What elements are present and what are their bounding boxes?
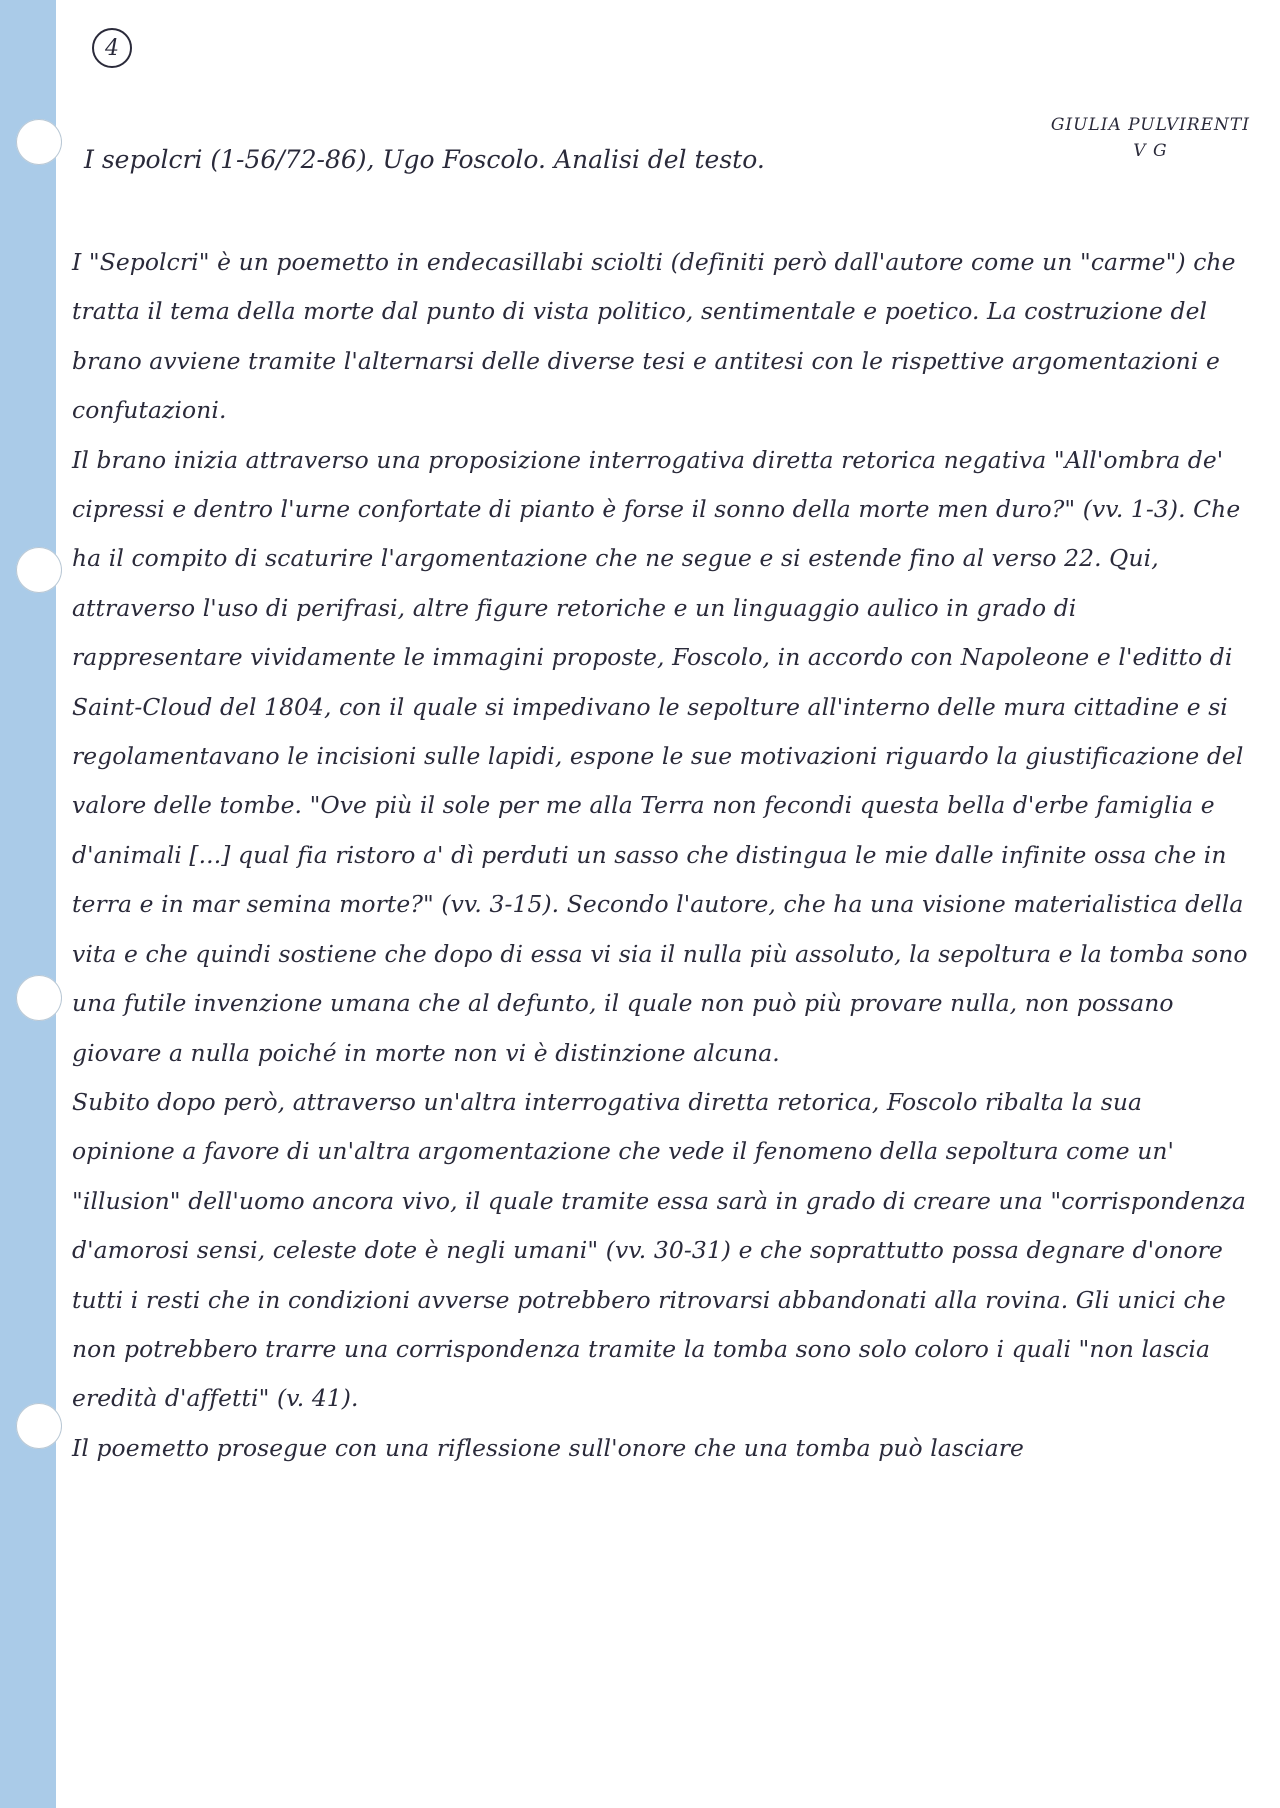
document-title: I sepolcri (1-56/72-86), Ugo Foscolo. Analisi del testo. (84, 145, 765, 174)
binder-hole (16, 547, 62, 593)
paragraph: I "Sepolcri" è un poemetto in endecasillabi sciolti (definiti però dall'autore come un "carme") che tratta il tema della morte dal punto di vista politico, sentimentale e poetico. La costruzione del brano avviene tramite l'alternarsi delle diverse tesi e antitesi con le rispettive argomentazioni e confutazioni. (72, 248, 1236, 425)
paragraph: Subito dopo però, attraverso un'altra interrogativa diretta retorica, Foscolo ribalta la sua opinione a favore di un'altra argomentazione che vede il fenomeno della sepoltura come un' "illusion" dell'uomo ancora vivo, il quale tramite essa sarà in grado di creare una "corrispondenza d'amorosi sensi, celeste dote è negli umani" (vv. 30-31) e che soprattutto possa degnare d'onore tutti i resti che in condizioni avverse potrebbero ritrovarsi abbandonati alla rovina. Gli unici che non potrebbero trarre una corrispondenza tramite la tomba sono solo coloro i quali "non lascia eredità d'affetti" (v. 41). (72, 1087, 1246, 1413)
notebook-margin-band (0, 0, 56, 1808)
paragraph: Il brano inizia attraverso una proposizione interrogativa diretta retorica negativa "All'ombra de' cipressi e dentro l'urne confortate di pianto è forse il sonno della morte men duro?" (vv. 1-3). Che ha il compito di scaturire l'argomentazione che ne segue e si estende fino al verso 22. Qui, attraverso l'uso di perifrasi, altre figure retoriche e un linguaggio aulico in grado di rappresentare vividamente le immagini proposte, Foscolo, in accordo con Napoleone e l'editto di Saint-Cloud del 1804, con il quale si impedivano le sepolture all'interno delle mura cittadine e si regolamentavano le incisioni sulle lapidi, espone le sue motivazioni riguardo la giustificazione del valore delle tombe. "Ove più il sole per me alla Terra non fecondi questa bella d'erbe famiglia e d'animali [...] qual fia ristoro a' dì perduti un sasso che distingua le mie dalle infinite ossa che in terra e in mar semina morte?" (vv. 3-15). Secondo l'autore, che ha una visione materialistica della vita e che quindi sostiene che dopo di essa vi sia il nulla più assoluto, la sepoltura e la tomba sono una futile invenzione umana che al defunto, il quale non può più provare nulla, non possano giovare a nulla poiché in morte non vi è distinzione alcuna. (72, 445, 1248, 1067)
page-number: 4 (92, 28, 132, 68)
author-block (1051, 112, 1250, 164)
binder-hole (16, 975, 62, 1021)
paragraph: Il poemetto prosegue con una riflessione sull'onore che una tomba può lasciare (72, 1433, 1024, 1462)
essay-body (72, 238, 1252, 1473)
author-name: GIULIA PULVIRENTI (1050, 115, 1250, 135)
binder-hole (16, 1403, 62, 1449)
binder-hole (16, 119, 62, 165)
author-class: V G (1133, 141, 1168, 161)
